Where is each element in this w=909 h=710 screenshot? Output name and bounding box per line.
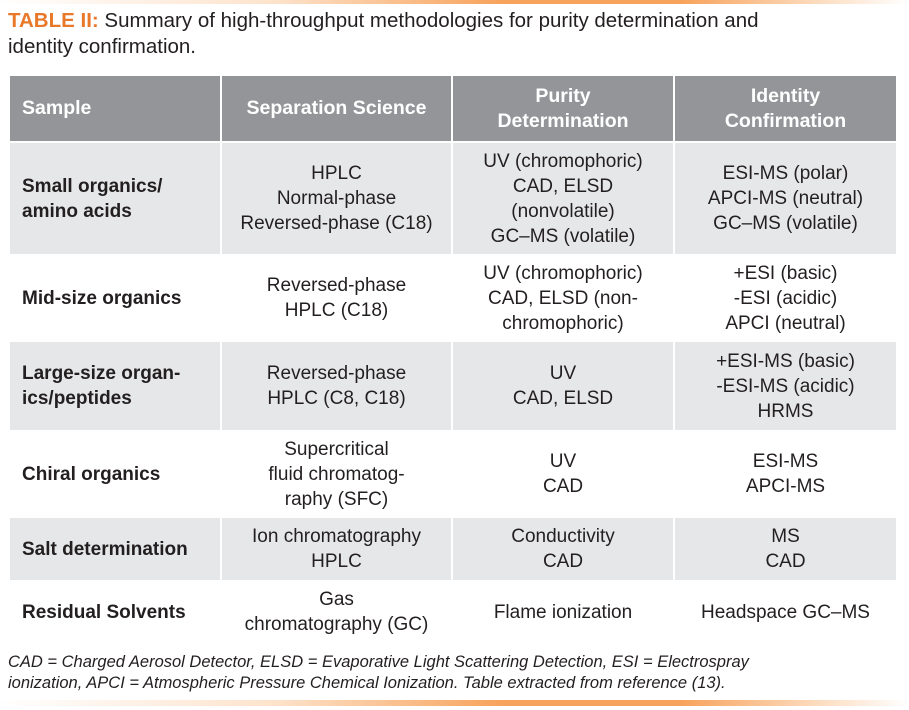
cell-line: -ESI (acidic) <box>733 287 838 309</box>
header-purity-determination: Purity Determination <box>452 76 674 142</box>
table-row <box>9 430 897 518</box>
cell-purity-determination <box>452 342 674 430</box>
cell-line: -ESI-MS (acidic) <box>716 375 855 397</box>
cell-line: Small organics/ <box>22 175 163 197</box>
cell-line: ESI-MS (polar) <box>722 163 849 184</box>
cell-line: UV (chromophoric) <box>483 262 643 284</box>
footnote-line1: CAD = Charged Aerosol Detector, ELSD = Evaporative Light Scattering Detection, ESI = Electrospray <box>8 653 749 671</box>
cell-line: (nonvolatile) <box>511 200 615 222</box>
cell-line: Flame ionization <box>493 601 633 623</box>
cell-sample <box>9 342 221 430</box>
cell-line: HPLC (C8, C18) <box>267 388 406 409</box>
cell-line: Conductivity <box>511 526 615 547</box>
cell-identity-confirmation <box>674 580 897 644</box>
methodology-table <box>8 76 898 644</box>
cell-line: APCI (neutral) <box>725 312 846 334</box>
table-header-row <box>9 76 897 142</box>
footnote-line2: ionization, APCI = Atmospheric Pressure Chemical Ionization. Table extracted from reference (13). <box>8 674 726 692</box>
table-row <box>9 342 897 430</box>
table-footnote <box>8 652 900 694</box>
header-identity-confirmation: Identity Confirmation <box>674 76 897 142</box>
cell-line: UV <box>549 363 577 384</box>
cell-identity-confirmation <box>674 254 897 342</box>
cell-purity-determination <box>452 580 674 644</box>
cell-sample <box>9 430 221 518</box>
cell-line: chromophoric) <box>502 312 624 334</box>
cell-line: CAD <box>542 476 584 497</box>
cell-purity-determination <box>452 518 674 580</box>
cell-line: APCI-MS <box>745 476 826 497</box>
cell-sample <box>9 580 221 644</box>
cell-line: Reversed-phase <box>266 363 407 384</box>
cell-line: Gas <box>319 589 354 610</box>
table-row <box>9 580 897 644</box>
cell-line: MS <box>771 526 800 547</box>
table-label: TABLE II: <box>8 9 99 32</box>
cell-sample <box>9 518 221 580</box>
cell-line: +ESI (basic) <box>733 262 838 284</box>
table-row <box>9 254 897 342</box>
cell-line: ics/peptides <box>22 388 132 409</box>
cell-line: amino acids <box>22 200 132 222</box>
cell-line: APCI-MS (neutral) <box>707 188 864 209</box>
cell-line: HRMS <box>757 400 814 422</box>
cell-line: fluid chromatog- <box>268 463 405 485</box>
cell-line: UV <box>549 451 577 472</box>
cell-line: HPLC <box>311 163 362 184</box>
cell-line: CAD <box>542 551 584 572</box>
cell-identity-confirmation <box>674 342 897 430</box>
cell-line: CAD, ELSD <box>512 388 614 409</box>
caption-text-line2: identity confirmation. <box>8 35 197 58</box>
cell-line: Normal-phase <box>276 188 397 209</box>
cell-separation-science <box>221 580 452 644</box>
cell-line: Salt determination <box>22 538 188 560</box>
cell-line: HPLC (C18) <box>284 300 389 321</box>
top-accent-bar <box>0 0 909 4</box>
cell-line: +ESI-MS (basic) <box>716 350 855 372</box>
cell-line: Ion chromatography <box>252 526 421 547</box>
cell-identity-confirmation <box>674 142 897 254</box>
cell-line: ESI-MS <box>752 451 819 472</box>
cell-purity-determination <box>452 142 674 254</box>
cell-line: chromatography (GC) <box>244 614 429 635</box>
caption-text-line1: Summary of high-throughput methodologies for purity determination and <box>98 9 759 32</box>
bottom-accent-bar <box>0 700 909 706</box>
cell-line: Reversed-phase (C18) <box>240 213 433 234</box>
cell-line: HPLC <box>311 551 362 572</box>
cell-line: Headspace GC–MS <box>701 601 870 623</box>
cell-line: Supercritical <box>284 438 389 460</box>
cell-purity-determination <box>452 254 674 342</box>
cell-line: UV (chromophoric) <box>483 150 643 172</box>
cell-line: Residual Solvents <box>22 601 186 623</box>
table-row <box>9 518 897 580</box>
cell-sample <box>9 142 221 254</box>
cell-sample <box>9 254 221 342</box>
cell-line: CAD, ELSD (non- <box>488 287 638 309</box>
cell-line: GC–MS (volatile) <box>713 213 858 234</box>
cell-line: Mid-size organics <box>22 287 182 309</box>
cell-separation-science <box>221 430 452 518</box>
table-body <box>9 142 897 644</box>
cell-line: CAD, ELSD <box>512 175 614 197</box>
cell-separation-science <box>221 142 452 254</box>
cell-line: CAD <box>765 551 806 572</box>
cell-line: GC–MS (volatile) <box>490 225 636 247</box>
cell-separation-science <box>221 342 452 430</box>
cell-identity-confirmation <box>674 518 897 580</box>
cell-identity-confirmation <box>674 430 897 518</box>
cell-separation-science <box>221 518 452 580</box>
cell-separation-science <box>221 254 452 342</box>
table-caption <box>8 8 900 60</box>
cell-line: Chiral organics <box>22 463 161 485</box>
cell-line: Reversed-phase <box>266 275 407 296</box>
header-sample: Sample <box>9 76 221 142</box>
cell-line: Large-size organ- <box>22 363 181 384</box>
cell-line: raphy (SFC) <box>284 488 389 510</box>
cell-purity-determination <box>452 430 674 518</box>
header-separation-science: Separation Science <box>221 76 452 142</box>
table-row <box>9 142 897 254</box>
